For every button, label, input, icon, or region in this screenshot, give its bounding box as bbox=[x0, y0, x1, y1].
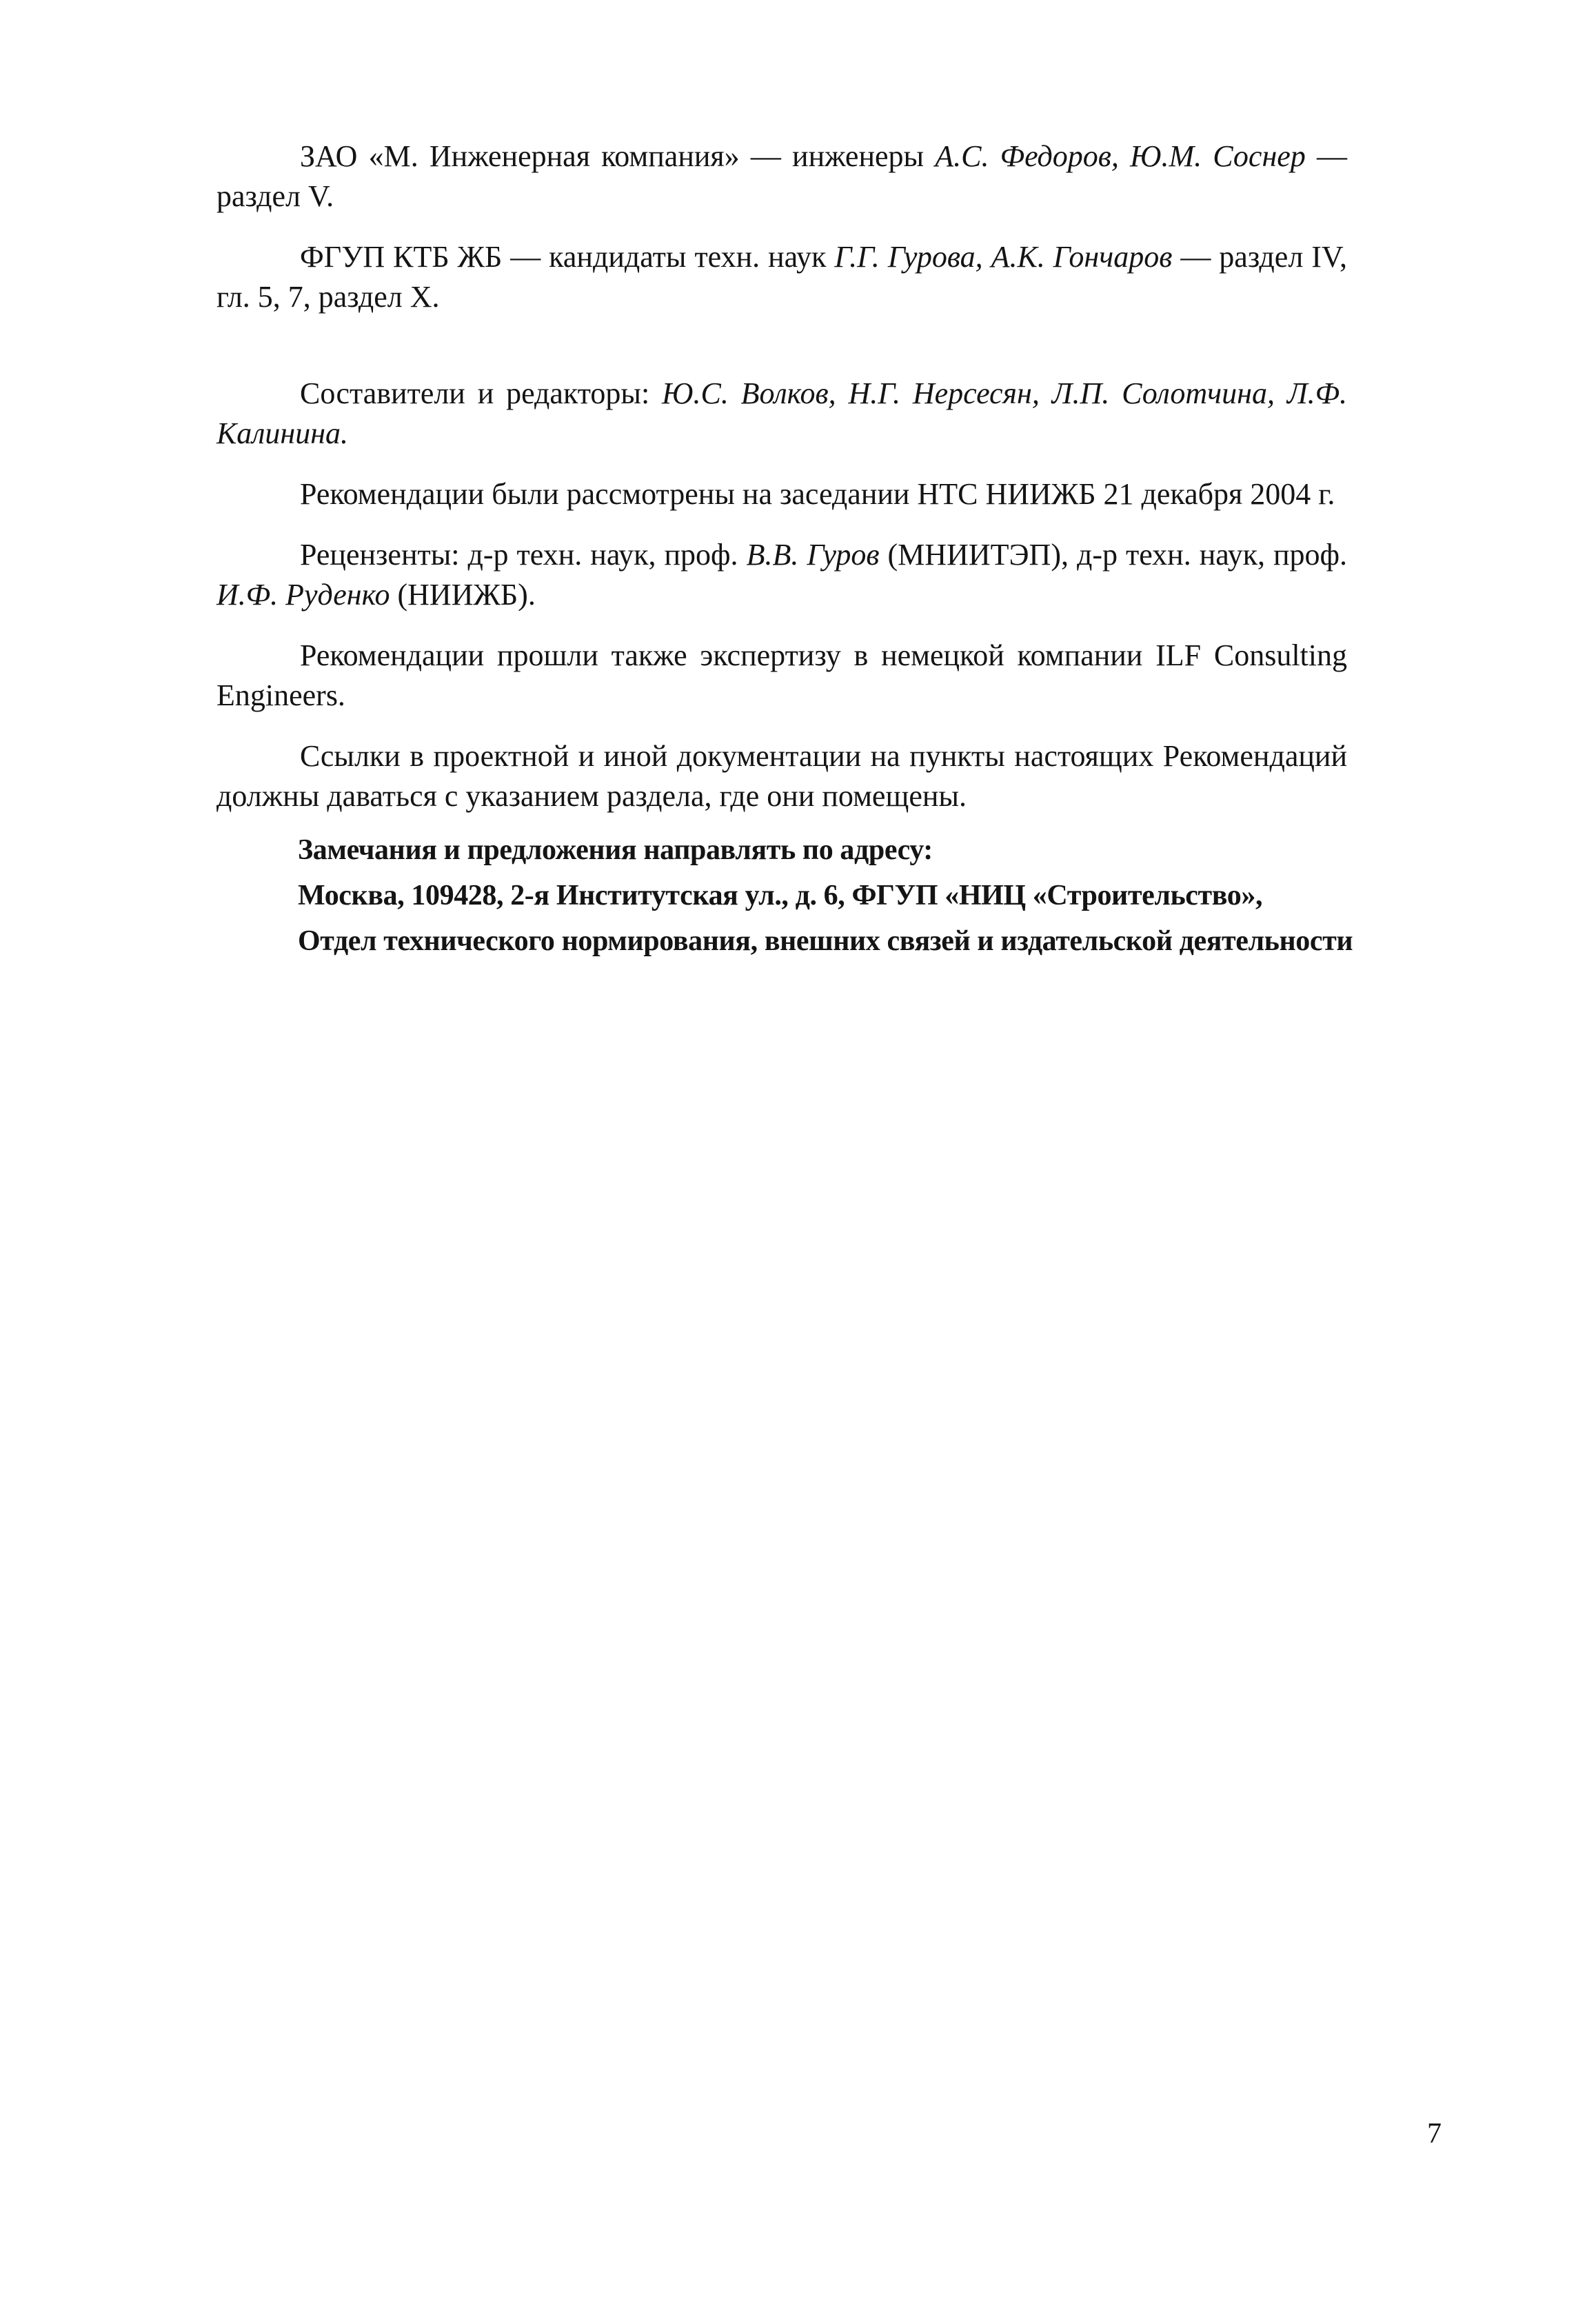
feedback-address-block bbox=[298, 827, 1353, 964]
credit-zao-names: А.С. Федоров, Ю.М. Соснер bbox=[935, 139, 1306, 173]
page-number: 7 bbox=[1427, 2118, 1442, 2150]
address-department: Отдел технического нормирования, внешних связей и издательской деятельности bbox=[298, 925, 1353, 957]
credit-fgup-section: — раздел IV, гл. 5, 7, раздел X. bbox=[216, 240, 1348, 314]
credits-block bbox=[216, 137, 1347, 816]
credit-zao-org: ЗАО «М. Инженерная компания» — инженеры bbox=[300, 139, 936, 173]
review-note-paragraph: Рекомендации были рассмотрены на заседании НТС НИИЖБ 21 декабря 2004 г. bbox=[300, 477, 1335, 511]
reviewer-name-1: В.В. Гуров bbox=[746, 538, 880, 572]
reviewers-paragraph bbox=[216, 535, 1347, 615]
reviewers-label: Рецензенты: д-р техн. наук, проф. bbox=[300, 538, 747, 572]
address-heading: Замечания и предложения направлять по адресу: bbox=[298, 834, 933, 866]
credit-fgup-names: Г.Г. Гурова, А.К. Гончаров bbox=[834, 240, 1173, 274]
address-street: Москва, 109428, 2-я Институтская ул., д. 6, ФГУП «НИЦ «Строительство», bbox=[298, 880, 1263, 911]
credit-zao-section: — раздел V. bbox=[216, 139, 1347, 213]
references-paragraph: Ссылки в проектной и иной документации на пункты настоящих Рекомендаций должны даваться с указанием раздела, где они помещены. bbox=[216, 739, 1347, 813]
credit-fgup-org: ФГУП КТБ ЖБ — кандидаты техн. наук bbox=[300, 240, 835, 274]
reviewer-org-1: (МНИИТЭП), д-р техн. наук, проф. bbox=[879, 538, 1348, 572]
editors-paragraph bbox=[216, 374, 1347, 454]
credit-fgup-paragraph bbox=[216, 237, 1347, 317]
editors-names: Ю.С. Волков, Н.Г. Нерсесян, Л.П. Солотчина, Л.Ф. Калинина. bbox=[216, 376, 1348, 450]
expertise-paragraph: Рекомендации прошли также экспертизу в немецкой компании ILF Consulting Engineers. bbox=[216, 638, 1347, 712]
credit-zao-paragraph bbox=[216, 137, 1347, 216]
editors-label: Составители и редакторы: bbox=[300, 376, 663, 410]
reviewer-org-2: (НИИЖБ). bbox=[390, 578, 536, 612]
reviewer-name-2: И.Ф. Руденко bbox=[216, 578, 390, 612]
